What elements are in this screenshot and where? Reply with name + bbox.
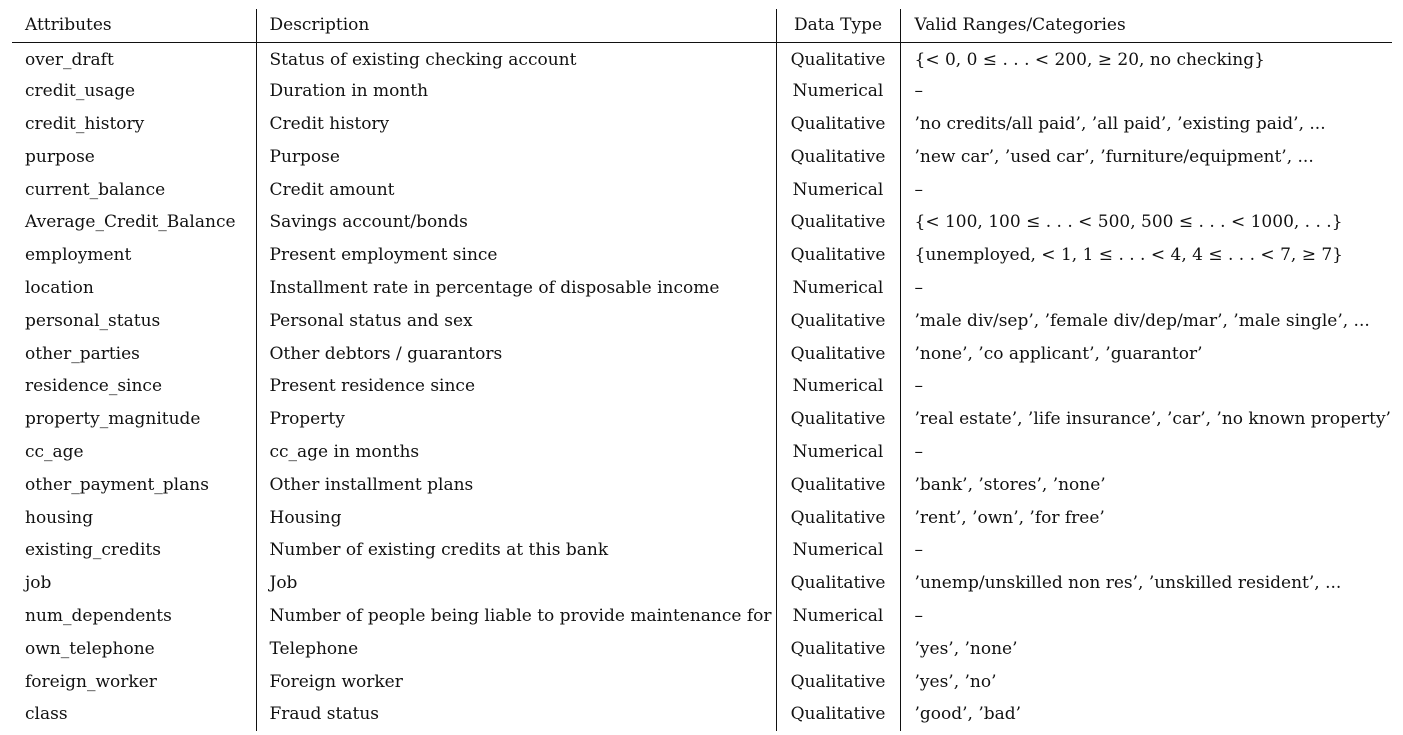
cell-data-type: Numerical xyxy=(776,534,900,567)
cell-attribute: other_payment_plans xyxy=(12,468,256,501)
cell-attribute: credit_history xyxy=(12,108,256,141)
cell-data-type: Qualitative xyxy=(776,501,900,534)
cell-valid-range: – xyxy=(914,81,923,102)
cell-valid-range: – xyxy=(914,605,923,626)
cell-description: Housing xyxy=(256,501,776,534)
cell-valid-range: – xyxy=(914,376,923,397)
table-row xyxy=(12,370,1392,403)
cell-data-type: Qualitative xyxy=(776,304,900,337)
cell-attribute: job xyxy=(12,567,256,600)
cell-description: Present employment since xyxy=(256,239,776,272)
attributes-table-container xyxy=(12,9,1392,731)
table-row xyxy=(12,436,1392,469)
cell-data-type: Qualitative xyxy=(776,206,900,239)
cell-attribute: foreign_worker xyxy=(12,665,256,698)
cell-attribute: existing_credits xyxy=(12,534,256,567)
cell-attribute: employment xyxy=(12,239,256,272)
cell-valid-range: {< 100, 100 ≤ . . . < 500, 500 ≤ . . . < 1000, . . .} xyxy=(914,212,1343,233)
cell-valid-range: {< 0, 0 ≤ . . . < 200, ≥ 20, no checking} xyxy=(914,49,1265,70)
cell-description: Present residence since xyxy=(256,370,776,403)
cell-data-type: Numerical xyxy=(776,272,900,305)
cell-valid-range: ’yes’, ’none’ xyxy=(914,638,1018,659)
cell-data-type: Numerical xyxy=(776,600,900,633)
table-row xyxy=(12,600,1392,633)
cell-description: Number of people being liable to provide maintenance for xyxy=(256,600,776,633)
table-body xyxy=(12,42,1392,731)
cell-description: Personal status and sex xyxy=(256,304,776,337)
cell-valid-range: – xyxy=(914,277,923,298)
cell-description: Savings account/bonds xyxy=(256,206,776,239)
table-row xyxy=(12,206,1392,239)
cell-description: Job xyxy=(256,567,776,600)
cell-valid-range: ’good’, ’bad’ xyxy=(914,704,1022,725)
table-row xyxy=(12,468,1392,501)
table-row xyxy=(12,534,1392,567)
cell-description: Duration in month xyxy=(256,75,776,108)
cell-valid-range: ’rent’, ’own’, ’for free’ xyxy=(914,507,1105,528)
cell-data-type: Numerical xyxy=(776,75,900,108)
cell-attribute: over_draft xyxy=(12,42,256,75)
header-data-type: Data Type xyxy=(776,9,900,42)
table-row xyxy=(12,698,1392,731)
cell-data-type: Qualitative xyxy=(776,239,900,272)
table-row xyxy=(12,567,1392,600)
cell-description: Status of existing checking account xyxy=(256,42,776,75)
cell-attribute: own_telephone xyxy=(12,632,256,665)
header-row xyxy=(12,9,1392,42)
cell-description: Property xyxy=(256,403,776,436)
cell-data-type: Numerical xyxy=(776,370,900,403)
table-row xyxy=(12,632,1392,665)
table-row xyxy=(12,665,1392,698)
attributes-table xyxy=(12,9,1392,731)
cell-description: Number of existing credits at this bank xyxy=(256,534,776,567)
cell-attribute: num_dependents xyxy=(12,600,256,633)
cell-attribute: property_magnitude xyxy=(12,403,256,436)
cell-valid-range: ’bank’, ’stores’, ’none’ xyxy=(914,474,1106,495)
cell-valid-range: – xyxy=(914,441,923,462)
table-row xyxy=(12,42,1392,75)
cell-description: Foreign worker xyxy=(256,665,776,698)
table-row xyxy=(12,403,1392,436)
cell-attribute: location xyxy=(12,272,256,305)
cell-data-type: Qualitative xyxy=(776,42,900,75)
table-row xyxy=(12,140,1392,173)
cell-valid-range: ’real estate’, ’life insurance’, ’car’, ’no known property’ xyxy=(914,409,1391,430)
cell-description: Purpose xyxy=(256,140,776,173)
cell-description: Other debtors / guarantors xyxy=(256,337,776,370)
cell-valid-range: ’male div/sep’, ’female div/dep/mar’, ’male single’, ... xyxy=(914,310,1370,331)
cell-data-type: Qualitative xyxy=(776,468,900,501)
cell-attribute: housing xyxy=(12,501,256,534)
cell-description: Credit amount xyxy=(256,173,776,206)
header-valid-ranges: Valid Ranges/Categories xyxy=(914,15,1126,36)
cell-data-type: Qualitative xyxy=(776,632,900,665)
table-row xyxy=(12,108,1392,141)
cell-description: Other installment plans xyxy=(256,468,776,501)
cell-data-type: Qualitative xyxy=(776,108,900,141)
cell-description: cc_age in months xyxy=(256,436,776,469)
cell-attribute: purpose xyxy=(12,140,256,173)
cell-valid-range: ’no credits/all paid’, ’all paid’, ’existing paid’, ... xyxy=(914,113,1326,134)
cell-attribute: cc_age xyxy=(12,436,256,469)
cell-attribute: credit_usage xyxy=(12,75,256,108)
table-row xyxy=(12,239,1392,272)
cell-valid-range: ’none’, ’co applicant’, ’guarantor’ xyxy=(914,343,1203,364)
cell-data-type: Qualitative xyxy=(776,403,900,436)
cell-data-type: Numerical xyxy=(776,173,900,206)
cell-data-type: Qualitative xyxy=(776,567,900,600)
table-row xyxy=(12,501,1392,534)
cell-data-type: Qualitative xyxy=(776,337,900,370)
cell-attribute: Average_Credit_Balance xyxy=(12,206,256,239)
cell-valid-range: ’unemp/unskilled non res’, ’unskilled resident’, ... xyxy=(914,573,1342,594)
table-row xyxy=(12,173,1392,206)
cell-data-type: Numerical xyxy=(776,436,900,469)
cell-data-type: Qualitative xyxy=(776,698,900,731)
cell-attribute: residence_since xyxy=(12,370,256,403)
cell-attribute: class xyxy=(12,698,256,731)
table-row xyxy=(12,272,1392,305)
table-row xyxy=(12,75,1392,108)
table-row xyxy=(12,304,1392,337)
cell-description: Installment rate in percentage of disposable income xyxy=(256,272,776,305)
cell-attribute: other_parties xyxy=(12,337,256,370)
header-attributes: Attributes xyxy=(12,9,256,42)
cell-description: Fraud status xyxy=(256,698,776,731)
cell-attribute: personal_status xyxy=(12,304,256,337)
cell-valid-range: – xyxy=(914,179,923,200)
table-header xyxy=(12,9,1392,42)
cell-attribute: current_balance xyxy=(12,173,256,206)
cell-description: Telephone xyxy=(256,632,776,665)
cell-valid-range: ’new car’, ’used car’, ’furniture/equipment’, ... xyxy=(914,146,1314,167)
cell-description: Credit history xyxy=(256,108,776,141)
cell-valid-range: – xyxy=(914,540,923,561)
cell-data-type: Qualitative xyxy=(776,665,900,698)
cell-valid-range: ’yes’, ’no’ xyxy=(914,671,997,692)
cell-data-type: Qualitative xyxy=(776,140,900,173)
header-description: Description xyxy=(256,9,776,42)
table-row xyxy=(12,337,1392,370)
cell-valid-range: {unemployed, < 1, 1 ≤ . . . < 4, 4 ≤ . . . < 7, ≥ 7} xyxy=(914,245,1343,266)
